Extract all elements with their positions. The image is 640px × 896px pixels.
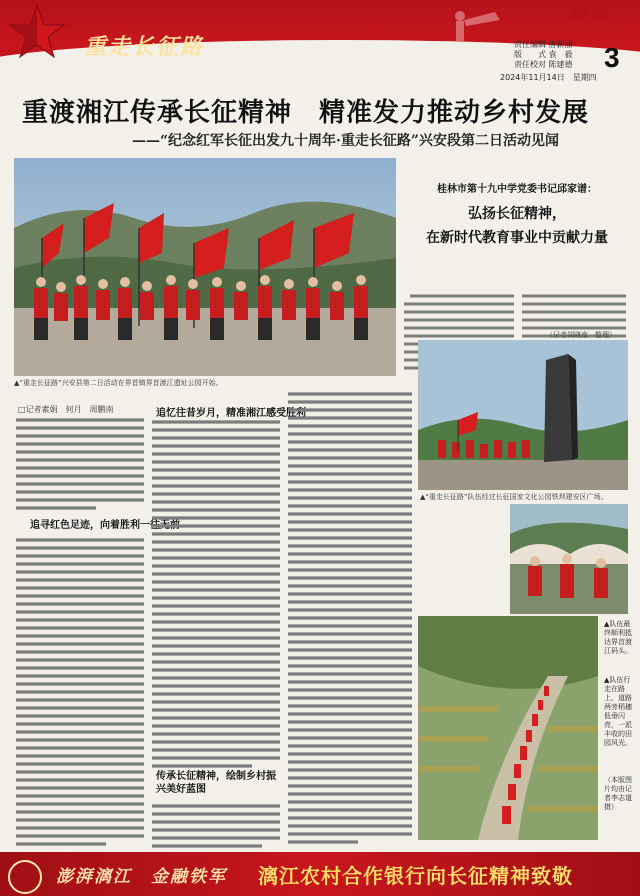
paper-name: 桂林日报 — [568, 8, 612, 21]
page-number: 3 — [604, 42, 620, 73]
editor-line: 版 式 袁 毅 — [514, 50, 573, 59]
section-heading: 传承长征精神，绘制乡村振兴美好蓝图 — [156, 771, 276, 795]
footer-slogan: 澎湃漓江 金融铁军 — [56, 867, 227, 887]
section-heading: 追忆往昔岁月，精准湘江感受胜利 — [156, 408, 306, 419]
main-photo-group-with-flags — [14, 158, 396, 376]
body-column-1 — [16, 416, 146, 848]
sub-headline: ——“纪念红军长征出发九十周年·重走长征路”兴安段第二日活动见闻 — [132, 133, 559, 149]
monument-photo — [418, 340, 628, 490]
editor-line: 责任校对 陈建德 — [514, 60, 573, 69]
side-caption: （本版图片均由记者李志道摄） — [604, 776, 632, 811]
interview-title-line1: 弘扬长征精神， — [468, 206, 566, 222]
editor-credits — [514, 40, 573, 70]
main-headline: 重渡湘江传承长征精神 精准发力推动乡村发展 — [22, 98, 590, 128]
monument-caption: ▲“重走长征路”队伍经过长征国家文化公园铁坝建安区广场。 — [420, 493, 608, 501]
interview-title-line2: 在新时代教育事业中贡献力量 — [426, 230, 608, 246]
issue-date: 2024年11月14日 星期四 — [500, 73, 597, 82]
interview-kicker: 桂林市第十九中学党委书记邱家谱： — [437, 184, 597, 195]
main-photo-caption: ▲“重走长征路”兴安县第二日活动在界首镇界首渡江遗址公园开始。 — [14, 379, 223, 387]
body-column-3 — [288, 390, 414, 848]
section-title: 重走长征路 — [84, 34, 205, 60]
bugler-silhouette-icon — [440, 6, 510, 46]
byline: □记者素娟 何月 周鹏南 — [18, 405, 114, 414]
editor-line: 责任编辑 唐新丽 — [514, 40, 573, 49]
footer-bank-slogan: 漓江农村合作银行向长征精神致敬 — [258, 864, 573, 888]
red-star-icon — [8, 4, 66, 62]
side-caption: ▲队伍行走在路上，道路两旁稻穗低垂闪亮，一派丰收的田园风光。 — [604, 676, 632, 747]
footer-ad-banner — [0, 852, 640, 896]
interview-credit: （记者胡晓南 整理） — [546, 331, 616, 339]
section-heading: 追寻红色足迹，向着胜利一往无前 — [30, 520, 180, 531]
bank-logo-icon — [8, 860, 42, 894]
bridge-march-photo — [510, 504, 628, 614]
march-rice-field-photo — [418, 616, 598, 840]
side-caption: ▲队伍最终顺利抵达界首渡江码头。 — [604, 620, 632, 655]
